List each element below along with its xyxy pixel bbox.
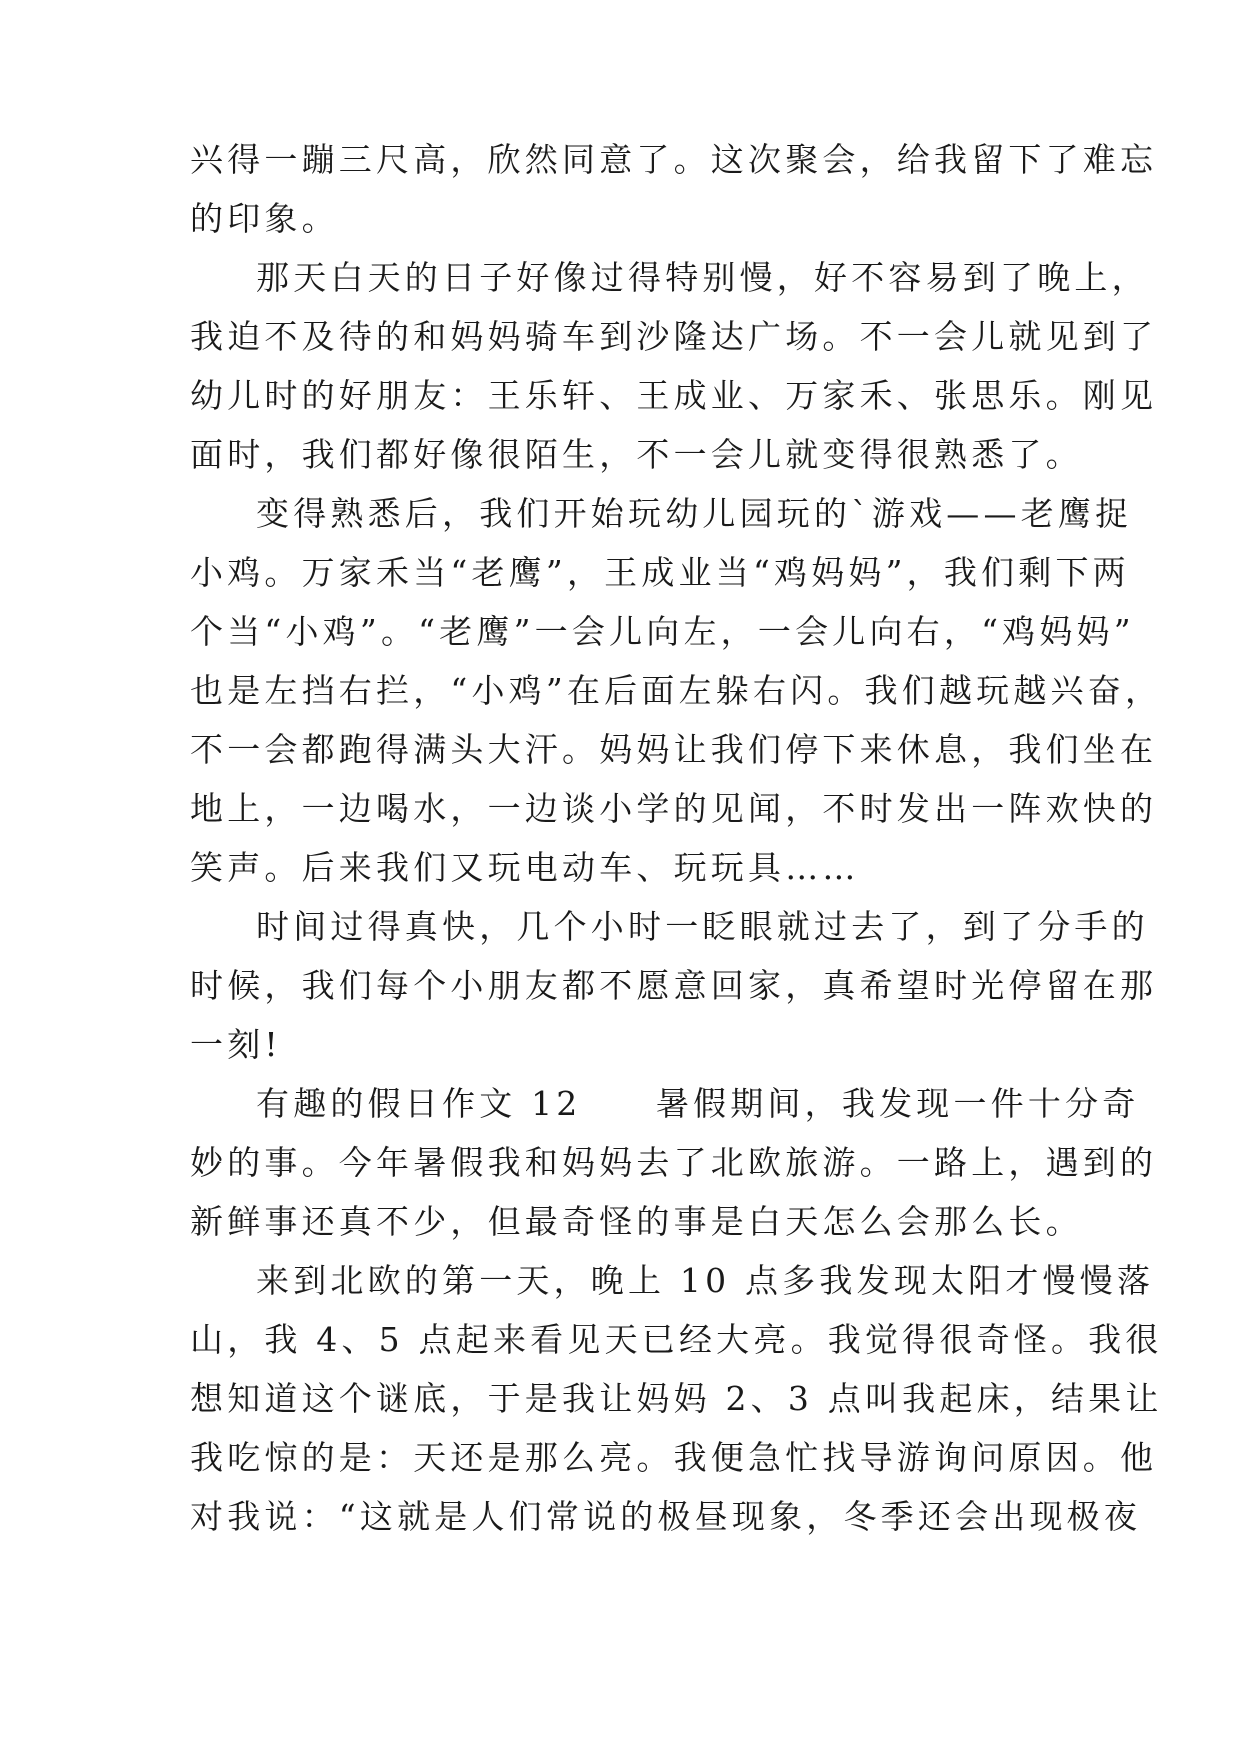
text-line: 地上，一边喝水，一边谈小学的见闻，不时发出一阵欢快的 bbox=[190, 789, 1158, 828]
text-line: 变得熟悉后，我们开始玩幼儿园玩的`游戏——老鹰捉 bbox=[256, 494, 1133, 533]
text-line: 来到北欧的第一天，晚上 10 点多我发现太阳才慢慢落 bbox=[256, 1261, 1155, 1300]
text-line: 个当“小鸡”。“老鹰”一会儿向左，一会儿向右，“鸡妈妈” bbox=[190, 612, 1135, 651]
text-line: 一刻! bbox=[190, 1025, 282, 1064]
text-line: 也是左挡右拦，“小鸡”在后面左躲右闪。我们越玩越兴奋， bbox=[190, 671, 1163, 710]
text-line: 想知道这个谜底，于是我让妈妈 2、3 点叫我起床，结果让 bbox=[190, 1379, 1163, 1418]
text-line: 对我说：“这就是人们常说的极昼现象，冬季还会出现极夜 bbox=[190, 1497, 1142, 1536]
text-line: 时候，我们每个小朋友都不愿意回家，真希望时光停留在那 bbox=[190, 966, 1158, 1005]
text-line: 小鸡。万家禾当“老鹰”，王成业当“鸡妈妈”，我们剩下两 bbox=[190, 553, 1130, 592]
text-line: 我吃惊的是：天还是那么亮。我便急忙找导游询问原因。他 bbox=[190, 1438, 1158, 1477]
text-line: 兴得一蹦三尺高，欣然同意了。这次聚会，给我留下了难忘 bbox=[190, 140, 1158, 179]
text-line: 面时，我们都好像很陌生，不一会儿就变得很熟悉了。 bbox=[190, 435, 1083, 474]
text-line: 笑声。后来我们又玩电动车、玩玩具…… bbox=[190, 848, 860, 887]
text-line: 不一会都跑得满头大汗。妈妈让我们停下来休息，我们坐在 bbox=[190, 730, 1158, 769]
text-line: 的印象。 bbox=[190, 199, 339, 238]
text-line: 妙的事。今年暑假我和妈妈去了北欧旅游。一路上，遇到的 bbox=[190, 1143, 1158, 1182]
text-line: 有趣的假日作文 12 暑假期间，我发现一件十分奇 bbox=[256, 1084, 1140, 1123]
text-line: 那天白天的日子好像过得特别慢，好不容易到了晚上， bbox=[256, 258, 1149, 297]
text-line: 新鲜事还真不少，但最奇怪的事是白天怎么会那么长。 bbox=[190, 1202, 1083, 1241]
text-line: 幼儿时的好朋友：王乐轩、王成业、万家禾、张思乐。刚见 bbox=[190, 376, 1158, 415]
text-line: 我迫不及待的和妈妈骑车到沙隆达广场。不一会儿就见到了 bbox=[190, 317, 1158, 356]
text-line: 山，我 4、5 点起来看见天已经大亮。我觉得很奇怪。我很 bbox=[190, 1320, 1163, 1359]
text-line: 时间过得真快，几个小时一眨眼就过去了，到了分手的 bbox=[256, 907, 1149, 946]
